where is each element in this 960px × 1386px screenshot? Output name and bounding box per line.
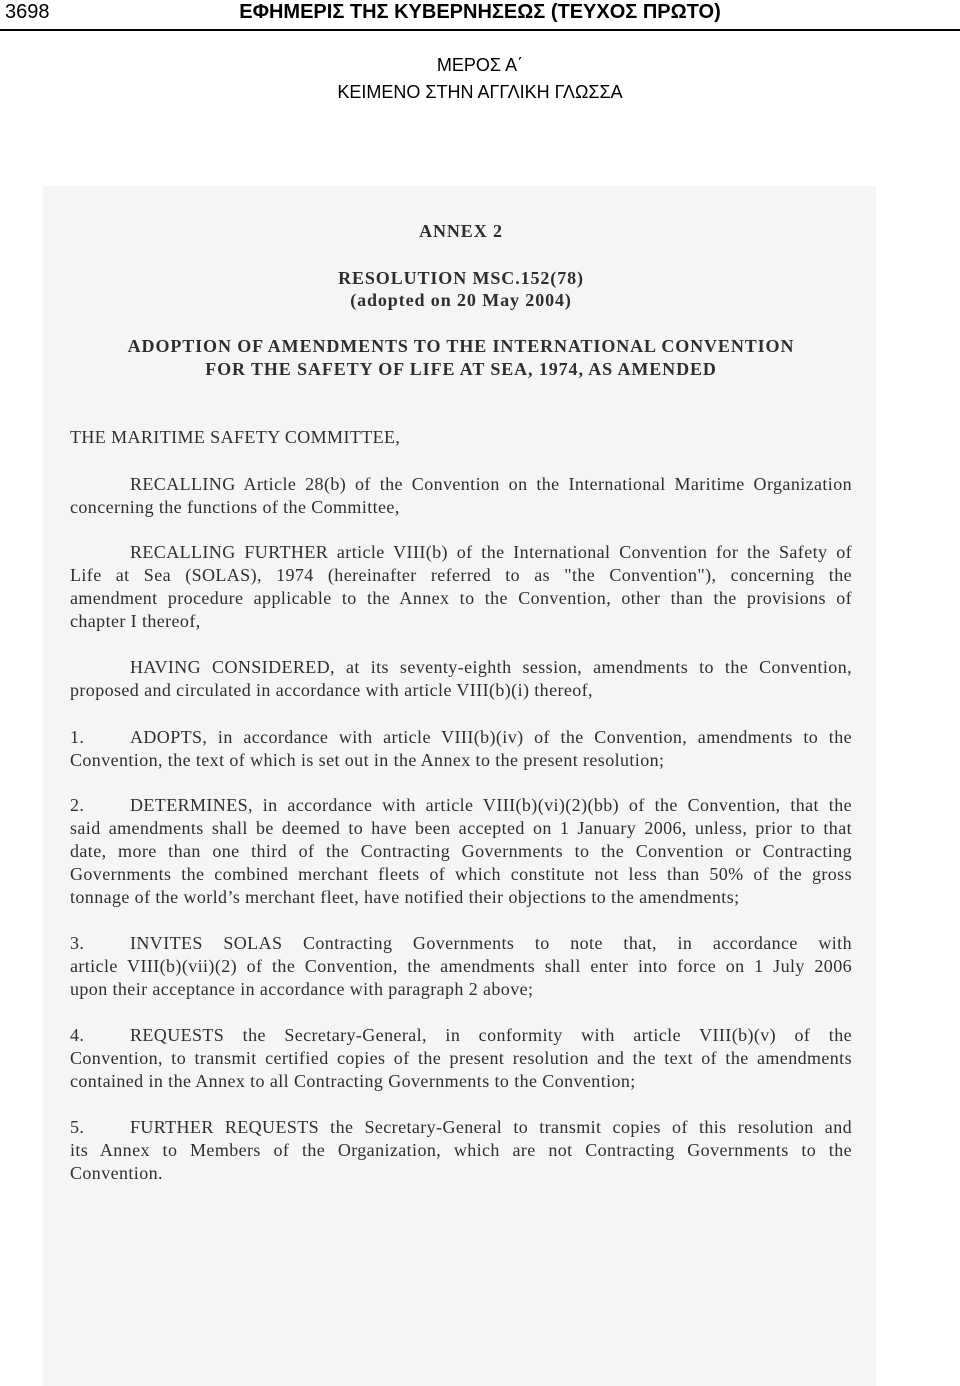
paragraph-line: contained in the Annex to all Contracting Governments to the Convention; (70, 1071, 636, 1091)
paragraph-number: 5. (70, 1117, 85, 1137)
operative-paragraph-3 (70, 932, 852, 1001)
part-label: ΜΕΡΟΣ Α΄ (436, 55, 524, 75)
page-number: 3698 (5, 1, 50, 23)
paragraph-line: article VIII(b)(vii)(2) of the Convention, the amendments shall enter into force on 1 July 2006 (70, 956, 852, 976)
paragraph-line: concerning the functions of the Committee, (70, 497, 400, 517)
operative-paragraph-1 (70, 726, 852, 772)
preamble-paragraph-1 (70, 473, 852, 519)
paragraph-line: Convention, the text of which is set out in the Annex to the present resolution; (70, 750, 665, 770)
operative-paragraph-2 (70, 794, 852, 909)
document-title (70, 335, 852, 381)
paragraph-line: date, more than one third of the Contracting Governments to the Convention or Contracting (70, 841, 852, 861)
paragraph-line: its Annex to Members of the Organization, which are not Contracting Governments to the (70, 1140, 852, 1160)
committee-line: THE MARITIME SAFETY COMMITTEE, (70, 427, 401, 447)
paragraph-number: 1. (70, 727, 85, 747)
paragraph-line: tonnage of the world’s merchant fleet, have notified their objections to the amendments; (70, 887, 740, 907)
header-rule (0, 29, 960, 31)
paragraph-line: amendment procedure applicable to the Annex to the Convention, other than the provisions of (70, 588, 852, 608)
paragraph-number: 3. (70, 933, 85, 953)
paragraph-line: RECALLING FURTHER article VIII(b) of the International Convention for the Safety of (130, 542, 852, 562)
line-text: REQUESTS the Secretary-General, in conformity with article VIII(b)(v) of the (130, 1025, 852, 1045)
title-line: ADOPTION OF AMENDMENTS TO THE INTERNATIONAL CONVENTION (127, 336, 795, 356)
line-text: DETERMINES, in accordance with article VIII(b)(vi)(2)(bb) of the Convention, that the (130, 795, 852, 815)
paragraph-line: Convention, to transmit certified copies of the present resolution and the text of the amendments (70, 1048, 852, 1068)
paragraph-line: Life at Sea (SOLAS), 1974 (hereinafter referred to as "the Convention"), concerning the (70, 565, 852, 585)
paragraph-first-line (70, 932, 852, 955)
paragraph-first-line (70, 1116, 852, 1139)
paragraph-line: said amendments shall be deemed to have been accepted on 1 January 2006, unless, prior to that (70, 818, 852, 838)
paragraph-number: 2. (70, 795, 85, 815)
paragraph-line: Convention. (70, 1163, 163, 1183)
resolution-number: RESOLUTION MSC.152(78) (338, 268, 584, 288)
title-line: FOR THE SAFETY OF LIFE AT SEA, 1974, AS AMENDED (205, 359, 717, 379)
paragraph-number: 4. (70, 1025, 85, 1045)
paragraph-first-line (70, 1024, 852, 1047)
part-subtitle: ΚΕΙΜΕΝΟ ΣΤΗΝ ΑΓΓΛΙΚΗ ΓΛΩΣΣΑ (337, 82, 623, 102)
paragraph-first-line (70, 726, 852, 749)
operative-paragraph-5 (70, 1116, 852, 1185)
line-text: INVITES SOLAS Contracting Governments to note that, in accordance with (130, 933, 852, 953)
paragraph-first-line (70, 794, 852, 817)
annex-heading: ANNEX 2 (419, 221, 503, 241)
line-text: FURTHER REQUESTS the Secretary-General to transmit copies of this resolution and (130, 1117, 852, 1137)
paragraph-line: proposed and circulated in accordance with article VIII(b)(i) thereof, (70, 680, 593, 700)
operative-paragraph-4 (70, 1024, 852, 1093)
preamble-paragraph-2 (70, 541, 852, 633)
paragraph-line: chapter I thereof, (70, 611, 201, 631)
resolution-heading (70, 267, 852, 311)
gazette-title: ΕΦΗΜΕΡΙΣ ΤΗΣ ΚΥΒΕΡΝΗΣΕΩΣ (ΤΕΥΧΟΣ ΠΡΩΤΟ) (239, 1, 721, 23)
paragraph-line: RECALLING Article 28(b) of the Convention on the International Maritime Organization (130, 474, 852, 494)
paragraph-line: upon their acceptance in accordance with paragraph 2 above; (70, 979, 534, 999)
paragraph-line: HAVING CONSIDERED, at its seventy-eighth session, amendments to the Convention, (130, 657, 852, 677)
preamble-paragraph-3 (70, 656, 852, 702)
paragraph-line: Governments the combined merchant fleets of which constitute not less than 50% of the gross (70, 864, 852, 884)
adoption-date: (adopted on 20 May 2004) (350, 290, 572, 310)
line-text: ADOPTS, in accordance with article VIII(b)(iv) of the Convention, amendments to the (130, 727, 852, 747)
